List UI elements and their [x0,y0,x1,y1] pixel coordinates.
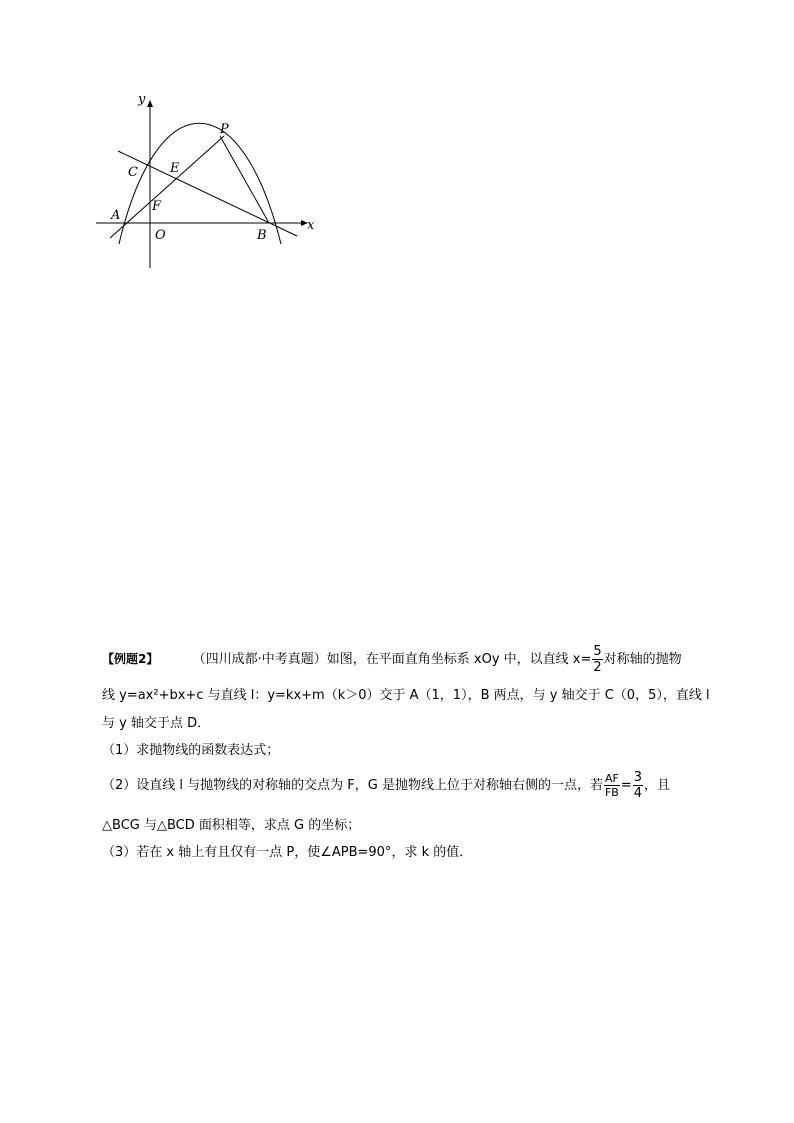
question-2-tail: ，且 [644,778,671,793]
question-1: （1）求抛物线的函数表达式； [102,743,280,758]
value-numerator: 3 [633,770,643,785]
parabola-figure [92,88,324,272]
ratio-denominator: FB [604,786,619,799]
label-p: P [220,122,229,137]
axis-fraction [592,644,602,675]
question-2-line-2: △BCG 与△BCD 面积相等，求点 G 的坐标； [102,818,361,833]
label-b: B [257,228,267,243]
problem-line-2: 线 y=ax²+bx+c 与直线 l：y=kx+m（k＞0）交于 A（1，1），B 两点，与 y 轴交于 C（0，5），直线 l [102,688,710,703]
problem-line-1-tail: 对称轴的抛物 [603,652,682,667]
value-denominator: 4 [633,786,643,801]
ratio-equals: = [620,778,632,793]
label-y: y [138,92,146,107]
label-c: C [128,165,138,180]
label-e: E [170,161,180,176]
question-2-line-1 [102,770,670,801]
label-a: A [111,208,121,223]
label-o: O [155,228,166,243]
ratio-numerator: AF [604,772,619,785]
question-2-head: （2）设直线 l 与抛物线的对称轴的交点为 F，G 是抛物线上位于对称轴右侧的一点，若 [102,778,603,793]
axis-fraction-numerator: 5 [593,644,602,659]
parabola-curve [119,123,281,244]
label-f: F [152,199,162,214]
question-3: （3）若在 x 轴上有且仅有一点 P，使∠APB=90°，求 k 的值． [102,845,473,860]
y-axis-arrow [147,100,153,107]
value-fraction [633,770,643,801]
ratio-fraction [604,772,620,799]
axis-fraction-denominator: 2 [593,660,602,675]
problem-line-3: 与 y 轴交于点 D． [102,716,211,731]
problem-source-text: （四川成都·中考真题）如图，在平面直角坐标系 xOy 中，以直线 x= [192,652,592,667]
line-pb [220,136,269,223]
example-tag: 【例题2】 [102,652,159,666]
label-x: x [307,218,315,233]
problem-line-1 [102,644,682,675]
